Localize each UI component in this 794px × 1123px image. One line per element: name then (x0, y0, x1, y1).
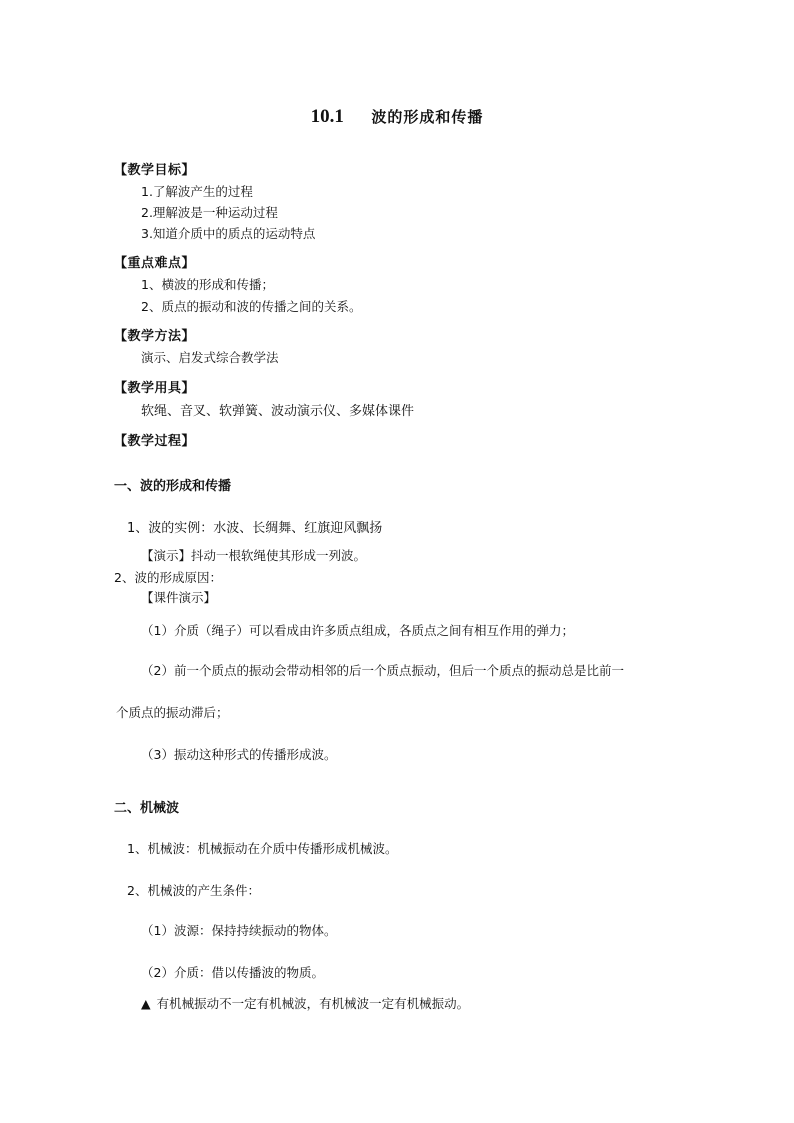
section1-item1: 1、波的实例：水波、长绸舞、红旗迎风飘扬 (127, 521, 383, 536)
section2-note-text: 有机械振动不一定有机械波，有机械波一定有机械振动。 (156, 996, 470, 1011)
section2-note (141, 994, 469, 1012)
section1-item2: 2、波的形成原因： (114, 570, 222, 585)
page-title (0, 106, 794, 128)
section2-cond1: （1）波源：保持持续振动的物体。 (141, 923, 337, 938)
section1-title: 一、波的形成和传播 (114, 479, 232, 494)
objective-item: 2.理解波是一种运动过程 (141, 205, 278, 220)
title-number: 10.1 (310, 106, 344, 127)
section1-courseware: 【课件演示】 (141, 590, 217, 605)
section2-title: 二、机械波 (114, 801, 180, 816)
section1-reason2a: （2）前一个质点的振动会带动相邻的后一个质点振动，但后一个质点的振动总是比前一 (141, 663, 624, 678)
methods-text: 演示、启发式综合教学法 (141, 350, 279, 365)
tools-text: 软绳、音叉、软弹簧、波动演示仪、多媒体课件 (141, 404, 415, 419)
objective-item: 3.知道介质中的质点的运动特点 (141, 226, 316, 241)
section1-demo: 【演示】抖动一根软绳使其形成一列波。 (141, 548, 367, 563)
process-heading: 【教学过程】 (114, 434, 196, 449)
methods-heading: 【教学方法】 (114, 329, 196, 344)
section1-reason2b: 个质点的振动滞后； (116, 705, 229, 720)
triangle-icon: ▲ (141, 996, 151, 1011)
section2-item1: 1、机械波：机械振动在介质中传播形成机械波。 (127, 841, 398, 856)
tools-heading: 【教学用具】 (114, 381, 196, 396)
objectives-heading: 【教学目标】 (114, 163, 196, 178)
section1-reason3: （3）振动这种形式的传播形成波。 (141, 747, 337, 762)
title-text: 波的形成和传播 (371, 108, 484, 126)
key-point-item: 1、横波的形成和传播； (141, 277, 274, 292)
section2-item2: 2、机械波的产生条件： (127, 883, 260, 898)
objective-item: 1.了解波产生的过程 (141, 184, 253, 199)
key-points-heading: 【重点难点】 (114, 256, 196, 271)
section1-reason1: （1）介质（绳子）可以看成由许多质点组成，各质点之间有相互作用的弹力； (141, 623, 574, 638)
key-point-item: 2、质点的振动和波的传播之间的关系。 (141, 299, 362, 314)
section2-cond2: （2）介质：借以传播波的物质。 (141, 965, 324, 980)
